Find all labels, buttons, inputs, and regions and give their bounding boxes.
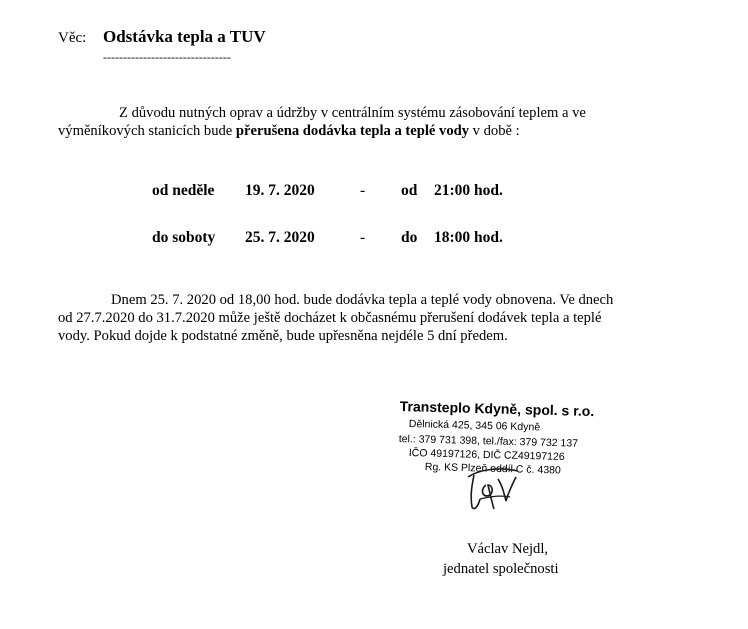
subject-title: Odstávka tepla a TUV: [103, 27, 266, 46]
schedule-start-prep: od: [401, 182, 418, 199]
closing-line-3: vody. Pokud dojde k podstatné změně, bude upřesněna nejdéle 5 dní předem.: [58, 328, 508, 344]
subject-label: Věc:: [58, 30, 87, 46]
schedule-end-date: 25. 7. 2020: [245, 229, 315, 246]
company-stamp-name: Transteplo Kdyně, spol. s r.o.: [399, 398, 595, 420]
schedule-start-label: od neděle: [152, 182, 215, 199]
schedule-end-dash: -: [360, 229, 366, 246]
signer-role: jednatel společnosti: [443, 561, 559, 577]
intro-line-2: [58, 122, 520, 140]
company-stamp-phone: tel.: 379 731 398, tel./fax: 379 732 137: [398, 433, 579, 450]
closing-line-1: Dnem 25. 7. 2020 od 18,00 hod. bude dodávka tepla a teplé vody obnovena. Ve dnech: [111, 292, 614, 308]
intro-line-2-highlight: přerušena dodávka tepla a teplé vody: [235, 123, 470, 139]
company-stamp-registry: Rg. KS Plzeň oddíl C č. 4380: [424, 461, 561, 477]
subject-underline: --------------------------------: [103, 50, 231, 64]
schedule-end-label: do soboty: [152, 229, 216, 246]
schedule-start-dash: -: [360, 182, 366, 199]
schedule-start-date: 19. 7. 2020: [245, 182, 315, 199]
intro-line-2-prefix: výměníkových stanicích bude: [58, 123, 236, 139]
schedule-end-prep: do: [401, 229, 418, 246]
schedule-start-time: 21:00 hod.: [434, 182, 503, 199]
schedule-end-time: 18:00 hod.: [434, 229, 503, 246]
signer-name: Václav Nejdl,: [467, 541, 549, 557]
handwritten-signature: [460, 455, 530, 515]
intro-line-1: Z důvodu nutných oprav a údržby v centrálním systému zásobování teplem a ve: [119, 105, 586, 121]
company-stamp-ids: IČO 49197126, DIČ CZ49197126: [408, 447, 565, 464]
intro-line-2-suffix: v době :: [469, 123, 520, 139]
closing-line-2: od 27.7.2020 do 31.7.2020 může ještě docházet k občasnému přerušení dodávek tepla a teplé: [58, 310, 602, 326]
company-stamp-address: Dělnická 425, 345 06 Kdyně: [408, 418, 541, 434]
